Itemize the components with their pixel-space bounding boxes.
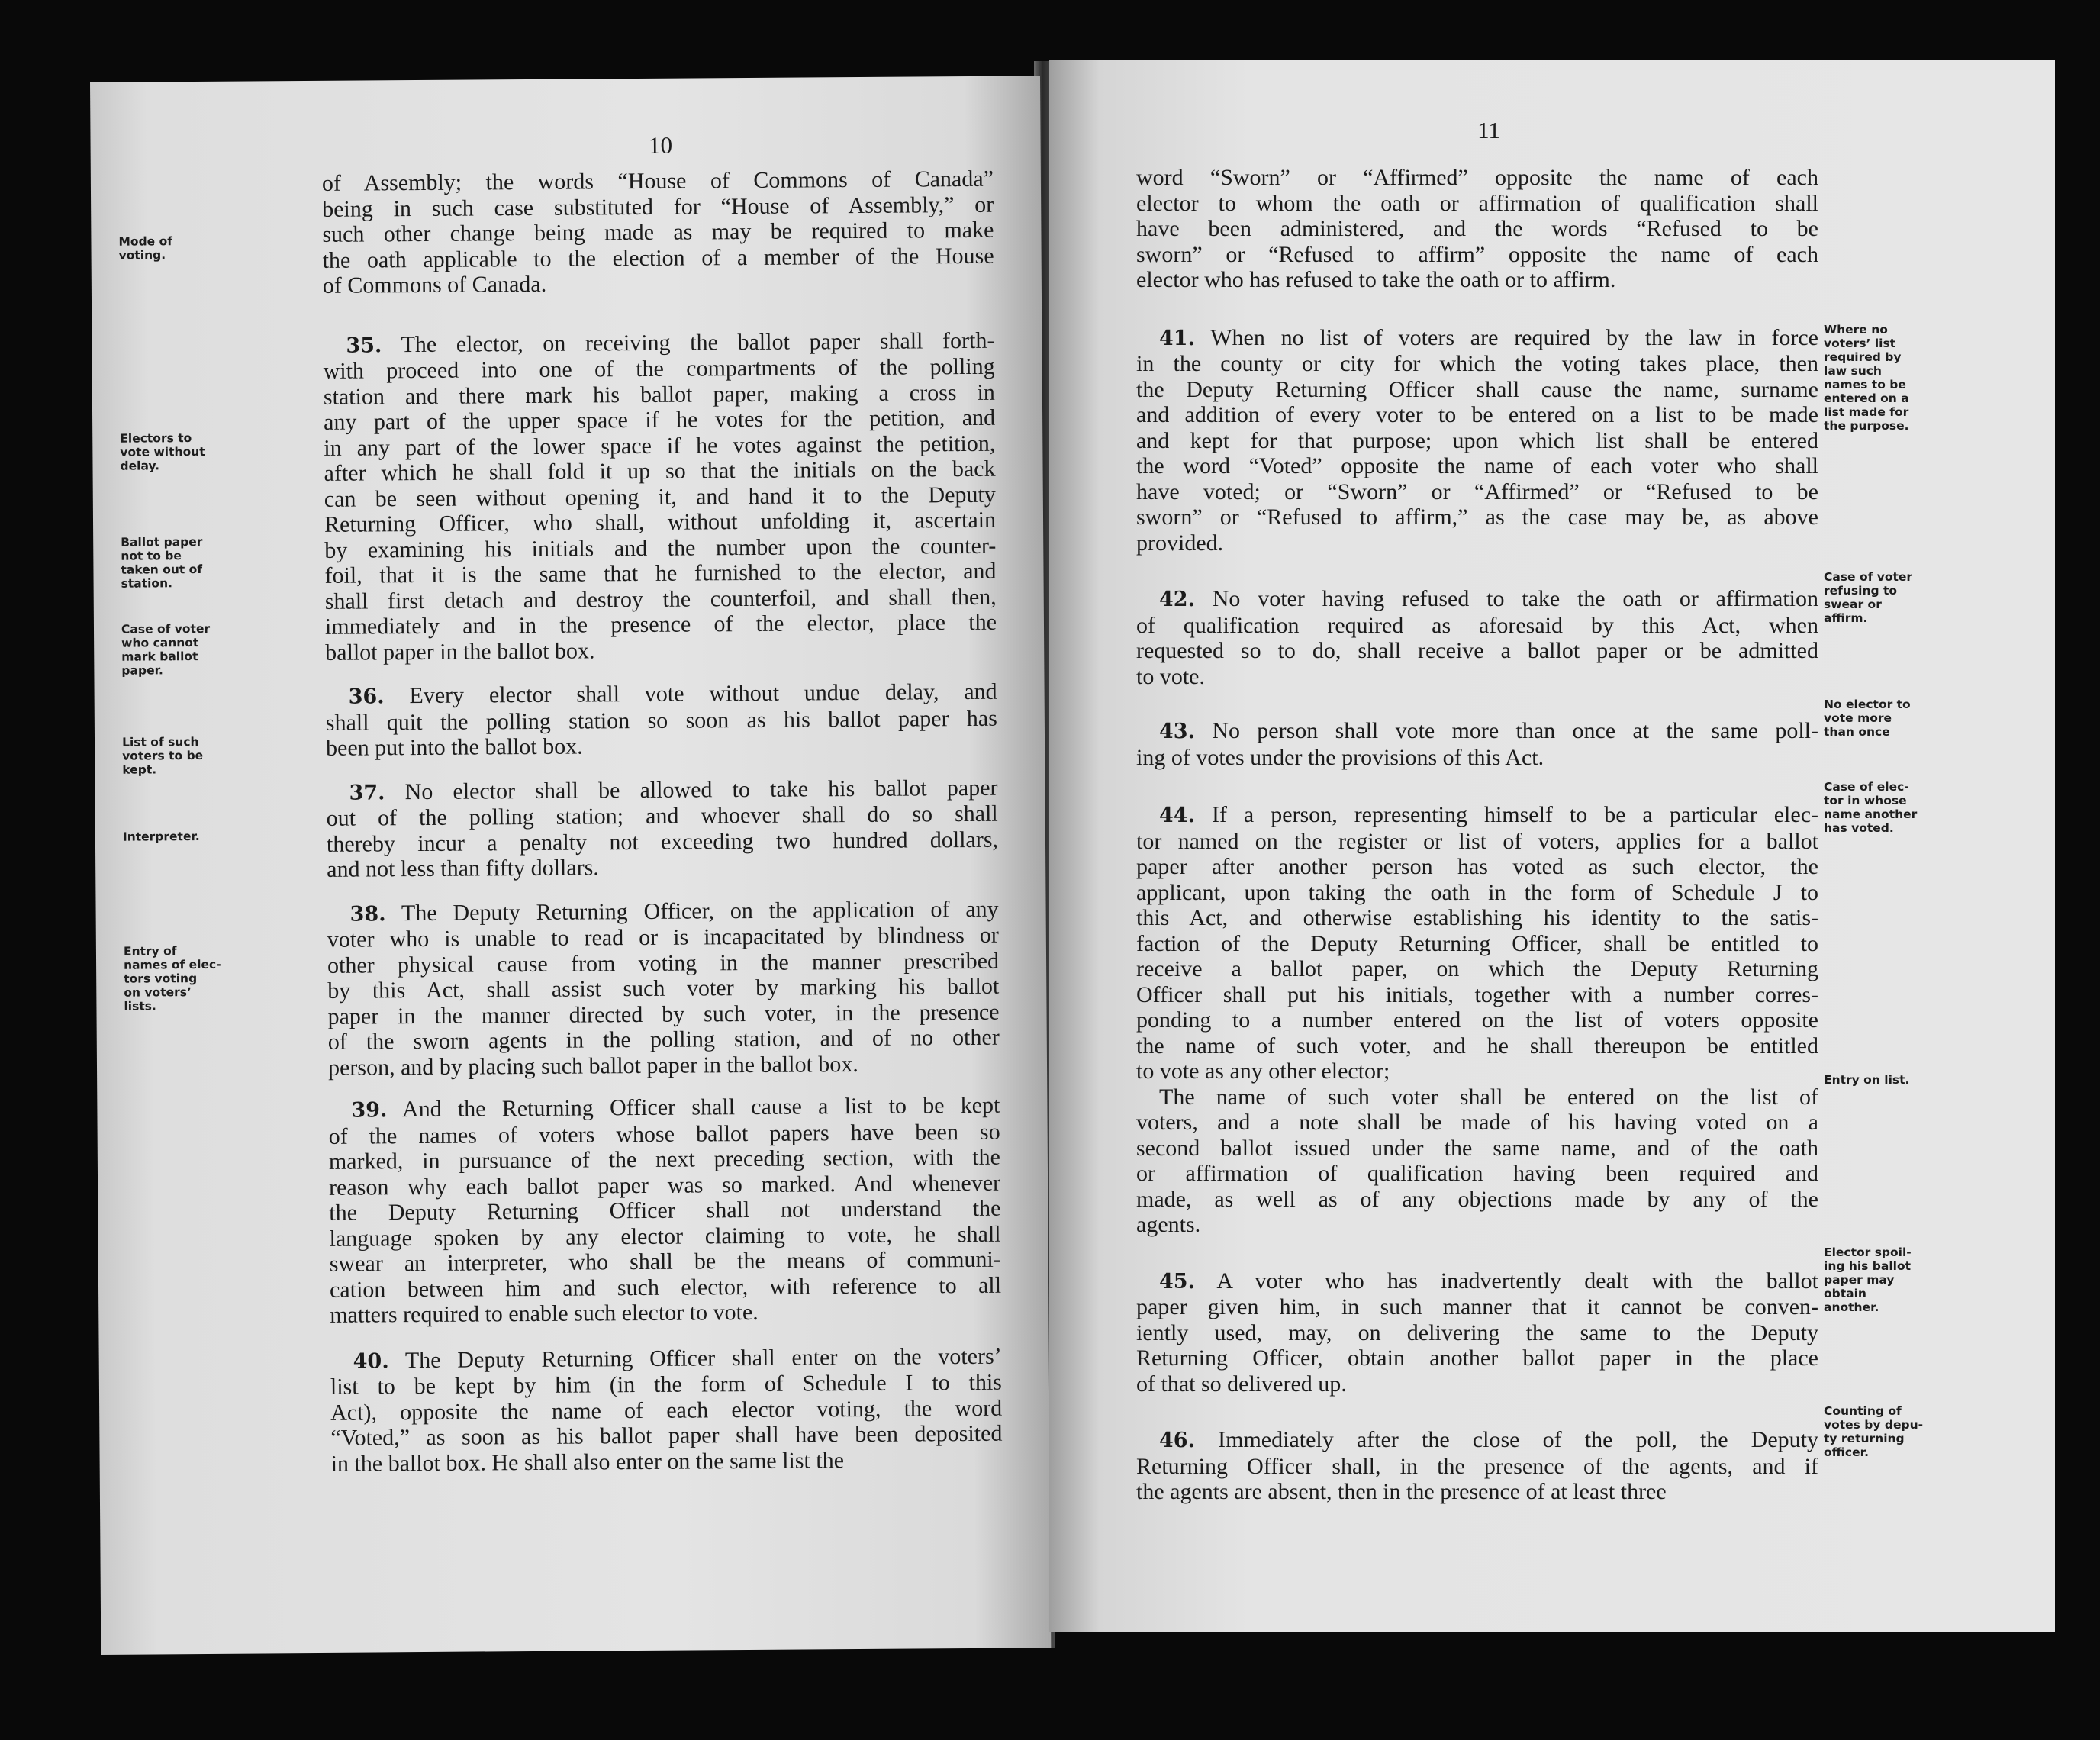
- text-line: and addition of every voter to be entered on a list to be made: [1136, 402, 1818, 427]
- right-page: [1049, 60, 2055, 1632]
- margin-note-line: swear or: [1824, 598, 1882, 611]
- paragraph-cont: [1136, 165, 1818, 293]
- margin-note-line: Case of voter: [1824, 570, 1913, 584]
- text-line: ing of votes under the provisions of this Act.: [1136, 744, 1544, 770]
- text-line: such other change being made as may be required to make: [322, 217, 994, 247]
- text-line: [1136, 1427, 1818, 1454]
- section-number: 42.: [1159, 588, 1195, 611]
- margin-note: [1824, 1073, 1946, 1087]
- margin-note-line: obtain: [1824, 1287, 1866, 1300]
- text-line: sworn” or “Refused to affirm,” as the case may be, as above: [1136, 504, 1818, 530]
- margin-note-line: Where no: [1824, 323, 1888, 337]
- text-line: Act), opposite the name of each elector voting, the word: [330, 1395, 1003, 1426]
- text-line: marked, in pursuance of the next preceding section, with the: [328, 1144, 1000, 1174]
- margin-note: [1824, 698, 1946, 739]
- line-text: And the Returning Officer shall cause a list to be kept: [401, 1092, 1000, 1123]
- text-line: iently used, may, on delivering the same to the Deputy: [1136, 1320, 1818, 1345]
- text-line: list to be kept by him (in the form of Schedule I to this: [330, 1369, 1003, 1400]
- text-line: “Voted,” as soon as his ballot paper shall have been deposited: [330, 1420, 1003, 1451]
- section-number: 38.: [349, 901, 386, 926]
- text-line: [328, 1093, 1000, 1124]
- page-number: 11: [1477, 117, 1500, 143]
- text-line: voter who is unable to read or is incapacitated by blindness or: [327, 922, 999, 952]
- margin-note-line: voters’ list: [1824, 337, 1896, 350]
- margin-note-line: No elector to: [1824, 698, 1911, 711]
- text-line: sworn” or “Refused to affirm” opposite the name of each: [1136, 241, 1818, 267]
- margin-note-line: list made for: [1824, 405, 1909, 419]
- margin-note: [1824, 1404, 1946, 1459]
- text-line: [326, 679, 997, 710]
- margin-note-line: mark ballot: [121, 649, 198, 664]
- text-line: reason why each ballot paper was so marked. And whenever: [329, 1170, 1001, 1200]
- margin-note-line: lists.: [124, 999, 156, 1013]
- text-line: Returning Officer, who shall, without unfolding it, ascertain: [324, 507, 997, 537]
- paragraph-s41: [1136, 325, 1818, 556]
- text-line: can be seen without opening it, and hand it to the Deputy: [324, 482, 996, 512]
- text-line: the agents are absent, then in the presence of at least three: [1136, 1479, 1667, 1504]
- margin-note: [121, 622, 243, 678]
- section-number: 39.: [351, 1098, 388, 1123]
- margin-note-line: delay.: [120, 459, 160, 473]
- text-line: by this Act, shall assist such voter by marking his ballot: [327, 973, 1000, 1004]
- section-number: 36.: [348, 685, 385, 709]
- paragraph-cont: [322, 166, 994, 299]
- margin-note-line: Case of elec-: [1824, 780, 1909, 794]
- margin-note-line: kept.: [122, 762, 157, 777]
- text-line: elector to whom the oath or affirmation of qualification shall: [1136, 190, 1818, 216]
- margin-note-line: affirm.: [1824, 611, 1868, 625]
- text-line: been put into the ballot box.: [325, 733, 583, 761]
- margin-note: [123, 830, 245, 844]
- text-line: this Act, and otherwise establishing his identity to the satis-: [1136, 905, 1818, 930]
- margin-note-line: another.: [1824, 1300, 1879, 1314]
- text-line: agents.: [1136, 1212, 1201, 1237]
- margin-note-line: ty returning: [1824, 1432, 1905, 1445]
- margin-note-line: Case of voter: [121, 621, 211, 636]
- paragraph-s40: [330, 1343, 1003, 1477]
- text-line: or affirmation of qualification having been required and: [1136, 1161, 1818, 1186]
- left-page: [90, 76, 1051, 1655]
- margin-note-line: Entry of: [123, 944, 177, 959]
- text-line: shall first detach and destroy the counterfoil, and shall then,: [324, 584, 997, 614]
- section-number: 40.: [353, 1348, 389, 1374]
- text-line: the Deputy Returning Officer shall not understand the: [329, 1195, 1001, 1226]
- paragraph-s46: [1136, 1427, 1818, 1505]
- text-line: have been administered, and the words “Refused to be: [1136, 216, 1818, 241]
- text-line: of that so delivered up.: [1136, 1371, 1347, 1397]
- paragraph-s39: [328, 1093, 1001, 1329]
- margin-note-line: Ballot paper: [121, 534, 203, 549]
- margin-note-line: name another: [1824, 807, 1918, 821]
- margin-note-line: entered on a: [1824, 392, 1909, 405]
- text-line: ballot paper in the ballot box.: [325, 637, 595, 665]
- margin-note-line: names of elec-: [124, 957, 221, 972]
- line-text: No voter having refused to take the oath or affirmation: [1212, 586, 1819, 611]
- line-text: The Deputy Returning Officer, on the application of any: [401, 896, 999, 926]
- text-line: out of the polling station; and whoever shall do so shall: [326, 801, 998, 831]
- text-line: Officer shall put his initials, together with a number corres-: [1136, 981, 1818, 1007]
- text-line: the name of such voter, and he shall thereupon be entitled: [1136, 1033, 1818, 1058]
- text-line: of the sworn agents in the polling station, and of no other: [327, 1024, 1000, 1055]
- text-line: faction of the Deputy Returning Officer, shall be entitled to: [1136, 930, 1818, 956]
- margin-note: [121, 535, 243, 591]
- line-text: The elector, on receiving the ballot paper shall forth-: [401, 327, 995, 357]
- margin-note-line: the purpose.: [1824, 419, 1909, 433]
- margin-note-line: Interpreter.: [122, 830, 200, 844]
- text-line: and kept for that purpose; upon which list shall be entered: [1136, 427, 1818, 453]
- text-line: thereby incur a penalty not exceeding two hundred dollars,: [326, 826, 999, 857]
- margin-note-line: tor in whose: [1824, 794, 1907, 807]
- text-line: provided.: [1136, 530, 1224, 556]
- text-line: by examining his initials and the number upon the counter-: [324, 533, 997, 563]
- text-line: foil, that it is the same that he furnished to the elector, and: [324, 558, 997, 588]
- section-number: 41.: [1159, 326, 1195, 350]
- margin-note-line: Entry on list.: [1824, 1073, 1910, 1087]
- paragraph-s45: [1136, 1268, 1818, 1397]
- margin-note: [124, 944, 246, 1013]
- margin-note-line: who cannot: [121, 636, 199, 650]
- text-line: immediately and in the presence of the elector, place the: [324, 609, 997, 640]
- text-line: to vote.: [1136, 663, 1205, 689]
- margin-note-line: taken out of: [121, 562, 203, 577]
- text-line: Returning Officer, obtain another ballot paper in the place: [1136, 1345, 1818, 1371]
- text-line: cation between him and such elector, with reference to all: [329, 1272, 1002, 1303]
- text-line: The name of such voter shall be entered on the list of: [1159, 1084, 1818, 1110]
- section-number: 35.: [346, 333, 382, 358]
- margin-note-line: officer.: [1824, 1445, 1869, 1459]
- text-line: in the ballot box. He shall also enter on the same list the: [330, 1447, 845, 1477]
- margin-note: [120, 431, 242, 473]
- text-line: other physical cause from voting in the manner prescribed: [327, 948, 1000, 978]
- line-text: No person shall vote more than once at the same poll-: [1212, 718, 1819, 743]
- text-line: of qualification required as aforesaid by this Act, when: [1136, 612, 1818, 638]
- text-line: word “Sworn” or “Affirmed” opposite the name of each: [1136, 165, 1818, 190]
- line-text: The Deputy Returning Officer shall enter on the voters’: [404, 1343, 1002, 1373]
- margin-note-line: required by: [1824, 350, 1902, 364]
- text-line: in the county or city for which the voting takes place, then: [1136, 351, 1818, 376]
- text-line: swear an interpreter, who shall be the means of communi-: [329, 1246, 1001, 1277]
- margin-note-line: tors voting: [124, 972, 198, 986]
- text-line: paper given him, in such manner that it cannot be conven-: [1136, 1294, 1818, 1320]
- margin-note-line: vote without: [120, 444, 205, 459]
- text-line: requested so to do, shall receive a ballot paper or be admitted: [1136, 638, 1818, 663]
- line-text: Immediately after the close of the poll, the Deputy: [1218, 1427, 1819, 1452]
- paragraph-s44b: [1136, 1084, 1818, 1238]
- line-text: A voter who has inadvertently dealt with the ballot: [1216, 1268, 1818, 1294]
- text-line: tor named on the register or list of voters, applies for a ballot: [1136, 828, 1818, 854]
- text-line: elector who has refused to take the oath or to affirm.: [1136, 267, 1616, 292]
- text-line: being in such case substituted for “House of Assembly,” or: [322, 192, 994, 222]
- right-page-body: [1136, 165, 1818, 1505]
- margin-note: [1824, 1245, 1946, 1314]
- section-number: 44.: [1159, 804, 1195, 827]
- text-line: have voted; or “Sworn” or “Affirmed” or “Refused to be: [1136, 478, 1818, 504]
- text-line: applicant, upon taking the oath in the form of Schedule J to: [1136, 879, 1818, 905]
- margin-note-line: has voted.: [1824, 821, 1894, 835]
- text-line: paper in the manner directed by such voter, in the presence: [327, 999, 1000, 1030]
- paragraph-s44: [1136, 802, 1818, 1084]
- margin-note-line: on voters’: [124, 985, 192, 1000]
- paragraph-s38: [327, 896, 1000, 1081]
- paragraph-s37: [326, 775, 998, 882]
- text-line: after which he shall fold it up so that the initials on the back: [324, 456, 996, 486]
- text-line: Returning Officer shall, in the presence of the agents, and if: [1136, 1453, 1818, 1479]
- section-number: 46.: [1159, 1429, 1195, 1452]
- text-line: ponding to a number entered on the list of voters opposite: [1136, 1007, 1818, 1033]
- text-line: shall quit the polling station so soon as his ballot paper has: [325, 705, 997, 736]
- margin-note-line: votes by depu-: [1824, 1418, 1924, 1432]
- paragraph-s35: [323, 327, 997, 665]
- margin-note-line: Elector spoil-: [1824, 1245, 1912, 1259]
- margin-note-line: law such: [1824, 364, 1882, 378]
- text-line: any part of the upper space if he votes for the petition, and: [324, 404, 996, 435]
- text-line: [1136, 802, 1818, 829]
- margin-note-line: voters to be: [122, 748, 204, 763]
- text-line: of Commons of Canada.: [322, 271, 547, 298]
- margin-note-line: Mode of: [118, 234, 173, 249]
- section-number: 43.: [1159, 720, 1195, 743]
- text-line: [1136, 718, 1818, 745]
- margin-note: [122, 735, 244, 777]
- margin-note-line: ing his ballot: [1824, 1259, 1912, 1273]
- text-line: [1136, 325, 1818, 352]
- text-line: the oath applicable to the election of a member of the House: [322, 243, 994, 273]
- text-line: the word “Voted” opposite the name of each voter who shall: [1136, 453, 1818, 478]
- text-line: person, and by placing such ballot paper in the ballot box.: [327, 1051, 858, 1081]
- page-number: 10: [648, 131, 673, 159]
- text-line: of the names of voters whose ballot papers have been so: [328, 1119, 1000, 1149]
- margin-note-line: paper.: [121, 663, 163, 678]
- text-line: the Deputy Returning Officer shall cause the name, surname: [1136, 376, 1818, 402]
- text-line: in any part of the lower space if he votes against the petition,: [324, 430, 996, 461]
- text-line: of Assembly; the words “House of Commons of Canada”: [321, 166, 994, 196]
- text-line: second ballot issued under the same name, and of the oath: [1136, 1135, 1818, 1161]
- margin-note-line: names to be: [1824, 378, 1906, 392]
- paragraph-s43: [1136, 718, 1818, 770]
- left-page-body: [322, 166, 1003, 1477]
- margin-note-line: station.: [121, 576, 173, 591]
- margin-note: [1824, 780, 1946, 835]
- text-line: made, as well as of any objections made by any of the: [1136, 1186, 1818, 1212]
- line-text: If a person, representing himself to be a particular elec-: [1211, 802, 1819, 827]
- line-text: When no list of voters are required by the law in force: [1210, 324, 1818, 350]
- text-line: station and there mark his ballot paper, making a cross in: [323, 379, 995, 410]
- margin-note-line: List of such: [121, 735, 199, 749]
- margin-note-line: than once: [1824, 725, 1890, 739]
- margin-note-line: voting.: [118, 248, 166, 263]
- text-line: [1136, 586, 1818, 613]
- margin-note-line: refusing to: [1824, 584, 1898, 598]
- section-number: 37.: [349, 780, 385, 805]
- margin-note-line: paper may: [1824, 1273, 1895, 1287]
- text-line: voters, and a note shall be made of his having voted on a: [1136, 1110, 1818, 1135]
- text-line: and not less than fifty dollars.: [327, 855, 599, 882]
- line-text: Every elector shall vote without undue delay, and: [409, 678, 997, 709]
- margin-note-line: Electors to: [120, 431, 192, 446]
- text-line: paper after another person has voted as such elector, the: [1136, 854, 1818, 879]
- text-line: to vote as any other elector;: [1136, 1058, 1390, 1084]
- paragraph-s42: [1136, 586, 1818, 689]
- margin-note-line: vote more: [1824, 711, 1892, 725]
- margin-note: [1824, 570, 1946, 625]
- margin-note: [118, 234, 240, 263]
- text-line: language spoken by any elector claiming to vote, he shall: [329, 1221, 1001, 1252]
- margin-note-line: not to be: [121, 549, 182, 563]
- text-line: matters required to enable such elector to vote.: [330, 1299, 759, 1328]
- section-number: 45.: [1159, 1269, 1195, 1294]
- paragraph-s36: [326, 679, 998, 762]
- text-line: with proceed into one of the compartments of the polling: [323, 353, 995, 384]
- line-text: No elector shall be allowed to take his ballot paper: [404, 775, 998, 804]
- margin-note: [1824, 323, 1946, 433]
- margin-note-line: Counting of: [1824, 1404, 1902, 1418]
- text-line: receive a ballot paper, on which the Deputy Returning: [1136, 956, 1818, 981]
- text-line: [1136, 1268, 1818, 1295]
